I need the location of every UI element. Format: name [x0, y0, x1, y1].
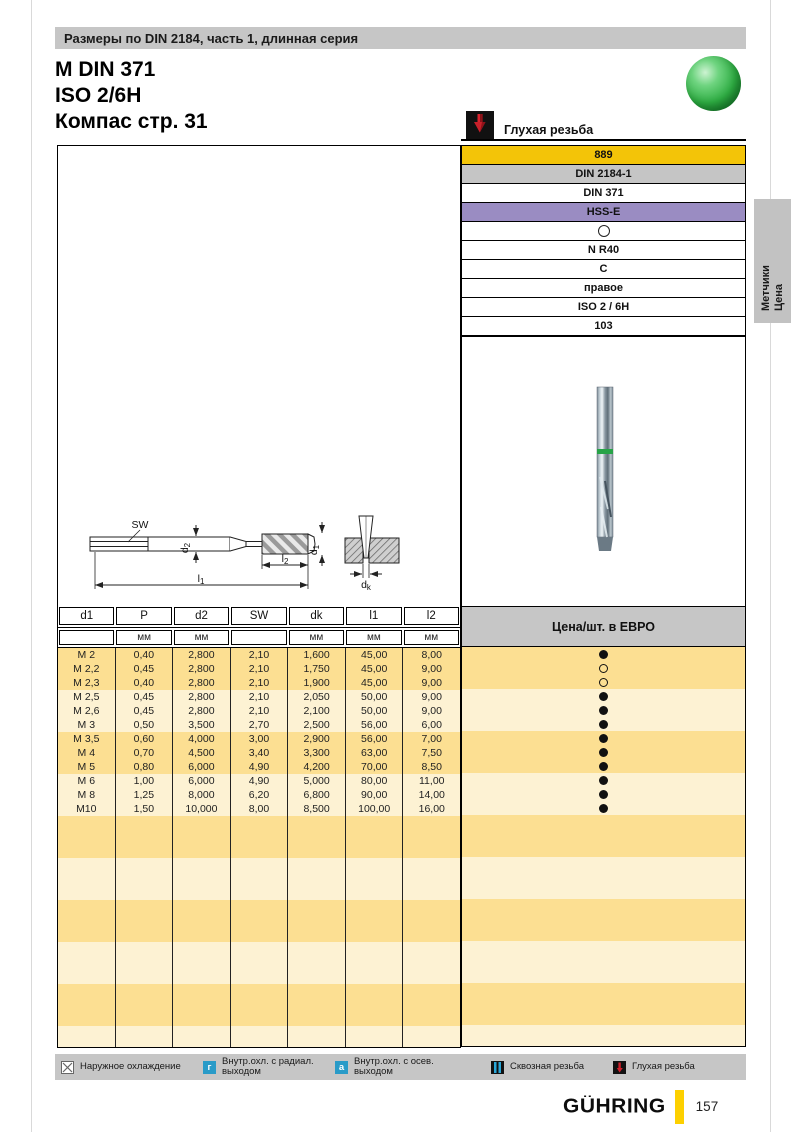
- table-row: [58, 690, 460, 704]
- table-cell: M 4: [58, 746, 116, 760]
- table-row: [58, 760, 460, 774]
- table-cell: 8,50: [421, 761, 442, 773]
- header-bar: [55, 27, 746, 49]
- table-cell: 8,00: [231, 802, 289, 816]
- table-cell: 2,10: [231, 676, 289, 690]
- dim-label-dk: dk: [361, 579, 371, 592]
- table-cell: 9,00: [421, 691, 442, 703]
- table-cell: M 2,2: [58, 662, 116, 676]
- table-cell: 0,45: [116, 704, 174, 718]
- table-cell: M 2,3: [58, 676, 116, 690]
- unit-cell: мм: [346, 630, 401, 645]
- table-cell: 1,50: [116, 802, 174, 816]
- price-row: [462, 759, 745, 773]
- filler-cell: [173, 816, 231, 1047]
- price-row: [462, 773, 745, 787]
- table-cell: 0,45: [116, 690, 174, 704]
- through-thread-icon: [491, 1061, 504, 1074]
- table-cell: 56,00: [346, 732, 404, 746]
- table-cell: 56,00: [346, 718, 404, 732]
- dim-label-d1: d1: [308, 544, 321, 556]
- price-row: [462, 647, 745, 661]
- column-header-P: P: [116, 607, 171, 625]
- unit-cell: мм: [404, 630, 459, 645]
- legend-label: Внутр.охл. с радиал. выходом: [222, 1055, 314, 1077]
- table-cell: 2,100: [288, 704, 346, 718]
- table-cell: 2,900: [288, 732, 346, 746]
- table-cell: 0,50: [116, 718, 174, 732]
- legend-label: Сквозная резьба: [510, 1060, 584, 1072]
- price-column: [461, 646, 746, 1047]
- table-row: [58, 732, 460, 746]
- product-photo-box: [461, 336, 746, 607]
- blind-thread-badge: [466, 111, 593, 139]
- table-row: [58, 718, 460, 732]
- table-cell: 50,00: [346, 690, 404, 704]
- dimensions-table-body: [58, 648, 460, 816]
- table-cell: 7,00: [421, 733, 442, 745]
- page-edge-line-left: [31, 0, 32, 1132]
- price-filled-dot-icon: [599, 804, 608, 813]
- table-cell: 8,500: [288, 802, 346, 816]
- table-cell: 8,000: [173, 788, 231, 802]
- table-row: [58, 802, 460, 816]
- table-cell: 2,050: [288, 690, 346, 704]
- table-cell: M 2,6: [58, 704, 116, 718]
- filler-cell: [116, 816, 174, 1047]
- table-cell: 6,20: [231, 788, 289, 802]
- table-cell: 80,00: [346, 774, 404, 788]
- table-header-row: [58, 605, 460, 628]
- price-row: [462, 801, 745, 815]
- price-header-label: Цена/шт. в ЕВРО: [551, 619, 655, 634]
- property-value: N R40: [461, 240, 746, 260]
- column-header-l2: l2: [404, 607, 459, 625]
- header-bar-text: Размеры по DIN 2184, часть 1, длинная серия: [64, 30, 359, 46]
- table-cell: 3,500: [173, 718, 231, 732]
- technical-drawing: [62, 498, 452, 603]
- filler-cell: [231, 816, 289, 1047]
- column-header-SW: SW: [231, 607, 286, 625]
- legend-label: Наружное охлаждение: [80, 1060, 181, 1072]
- legend-item-axial-coolant: [335, 1054, 434, 1080]
- axial-coolant-icon: a: [335, 1061, 348, 1074]
- table-cell: 1,600: [288, 648, 346, 662]
- badge-underline: [461, 139, 746, 141]
- price-filled-dot-icon: [599, 734, 608, 743]
- blind-thread-label: Глухая резьба: [504, 123, 594, 137]
- blind-thread-icon: [466, 111, 494, 139]
- table-row: [58, 676, 460, 690]
- column-header-l1: l1: [346, 607, 401, 625]
- table-cell: M 2,5: [58, 690, 116, 704]
- unit-cell: [231, 630, 286, 645]
- price-filled-dot-icon: [599, 720, 608, 729]
- table-cell: 1,900: [288, 676, 346, 690]
- table-cell: 45,00: [346, 662, 404, 676]
- table-cell: 3,40: [231, 746, 289, 760]
- table-cell: 2,800: [173, 676, 231, 690]
- dim-label-l2: l2: [281, 553, 289, 566]
- table-cell: 11,00: [419, 775, 445, 787]
- legend-bar: [55, 1054, 746, 1080]
- table-cell: 9,00: [421, 677, 442, 689]
- side-tab-text: Метчики Цена: [759, 265, 785, 311]
- property-value: 889: [461, 145, 746, 165]
- filler-cell: [346, 816, 404, 1047]
- price-row: [462, 745, 745, 759]
- side-tab-taps-price: [754, 199, 791, 323]
- table-cell: 0,60: [116, 732, 174, 746]
- property-value: HSS-E: [461, 202, 746, 222]
- price-row: [462, 689, 745, 703]
- price-row: [462, 661, 745, 675]
- table-cell: 45,00: [346, 676, 404, 690]
- table-cell: M 8: [58, 788, 116, 802]
- page-number: 157: [695, 1099, 719, 1114]
- table-cell: 2,800: [173, 690, 231, 704]
- price-filled-dot-icon: [599, 692, 608, 701]
- price-filled-dot-icon: [599, 762, 608, 771]
- property-value: DIN 2184-1: [461, 164, 746, 184]
- dimensions-table: [58, 605, 460, 1047]
- dim-label-d2: d2: [179, 542, 192, 554]
- table-cell: 0,40: [116, 648, 174, 662]
- table-cell: 2,500: [288, 718, 346, 732]
- table-cell: 14,00: [418, 789, 445, 801]
- legend-label: Глухая резьба: [632, 1060, 695, 1072]
- table-cell: 9,00: [421, 663, 442, 675]
- price-filled-dot-icon: [599, 776, 608, 785]
- price-open-dot-icon: [599, 664, 608, 673]
- table-cell: 2,10: [231, 648, 289, 662]
- dim-label-sw: SW: [131, 519, 149, 531]
- table-cell: 2,800: [173, 648, 231, 662]
- price-filled-dot-icon: [599, 706, 608, 715]
- table-cell: M10: [58, 802, 116, 816]
- table-cell: 2,10: [231, 704, 289, 718]
- unit-cell: мм: [116, 630, 171, 645]
- page-edge-line-right: [770, 0, 771, 1132]
- table-cell: M 6: [58, 774, 116, 788]
- table-cell: 70,00: [346, 760, 404, 774]
- table-row: [58, 746, 460, 760]
- table-cell: 4,200: [288, 760, 346, 774]
- table-cell: 6,000: [173, 774, 231, 788]
- unit-cell: мм: [289, 630, 344, 645]
- table-row: [58, 788, 460, 802]
- table-units-row: [58, 628, 460, 648]
- price-filled-dot-icon: [599, 790, 608, 799]
- filler-cell: [58, 816, 116, 1047]
- table-cell: 16,00: [418, 803, 445, 815]
- table-cell: M 5: [58, 760, 116, 774]
- table-cell: 50,00: [346, 704, 404, 718]
- table-cell: 1,750: [288, 662, 346, 676]
- table-cell: 10,000: [173, 802, 231, 816]
- table-cell: 100,00: [346, 802, 404, 816]
- table-cell: 8,00: [421, 649, 442, 661]
- table-cell: M 3: [58, 718, 116, 732]
- blind-thread-small-icon: [613, 1061, 626, 1074]
- table-cell: 1,25: [116, 788, 174, 802]
- table-cell: 1,00: [116, 774, 174, 788]
- table-cell: 4,500: [173, 746, 231, 760]
- table-cell: 2,70: [231, 718, 289, 732]
- property-value: DIN 371: [461, 183, 746, 203]
- radial-coolant-icon: г: [203, 1061, 216, 1074]
- footer: [563, 1089, 718, 1124]
- column-header-d2: d2: [174, 607, 229, 625]
- property-value: C: [461, 259, 746, 279]
- table-cell: 6,00: [421, 719, 442, 731]
- table-cell: 0,45: [116, 662, 174, 676]
- table-row: [58, 774, 460, 788]
- table-cell: 2,10: [231, 690, 289, 704]
- table-cell: 0,80: [116, 760, 174, 774]
- unit-cell: мм: [174, 630, 229, 645]
- table-cell: 3,00: [231, 732, 289, 746]
- table-row: [58, 662, 460, 676]
- title-line-2: ISO 2/6H: [55, 84, 142, 107]
- dimensions-panel: [57, 145, 461, 1048]
- column-header-d1: d1: [59, 607, 114, 625]
- table-cell: 63,00: [346, 746, 404, 760]
- legend-item-external-cooling: [61, 1054, 181, 1080]
- table-cell: 2,10: [231, 662, 289, 676]
- tap-product-photo: [592, 385, 618, 555]
- filler-cell: [403, 816, 460, 1047]
- table-cell: 2,800: [173, 662, 231, 676]
- title-line-1: M DIN 371: [55, 58, 156, 81]
- table-cell: 6,000: [173, 760, 231, 774]
- table-row: [58, 648, 460, 662]
- table-cell: 6,800: [288, 788, 346, 802]
- price-column-header: [461, 606, 746, 647]
- table-cell: 9,00: [421, 705, 442, 717]
- legend-label: Внутр.охл. с осев. выходом: [354, 1055, 434, 1077]
- price-row: [462, 717, 745, 731]
- table-cell: 2,800: [173, 704, 231, 718]
- legend-item-blind-thread: [613, 1054, 695, 1080]
- uncoated-circle-icon: [598, 225, 610, 237]
- dim-label-l1: l1: [197, 573, 205, 586]
- table-cell: 3,300: [288, 746, 346, 760]
- table-cell: 4,000: [173, 732, 231, 746]
- table-cell: 4,90: [231, 774, 289, 788]
- table-cell: M 2: [58, 648, 116, 662]
- table-filler: [58, 816, 460, 1047]
- price-row: [462, 703, 745, 717]
- table-row: [58, 704, 460, 718]
- green-sphere-image: [686, 56, 741, 111]
- price-row: [462, 731, 745, 745]
- column-header-dk: dk: [289, 607, 344, 625]
- price-filler: [462, 815, 745, 1046]
- brand-logo: GÜHRING: [563, 1095, 666, 1117]
- price-row: [462, 675, 745, 689]
- table-cell: 7,50: [421, 747, 442, 759]
- page-title: [55, 57, 208, 135]
- property-value: ISO 2 / 6H: [461, 297, 746, 317]
- price-rows: [462, 647, 745, 815]
- unit-cell: [59, 630, 114, 645]
- property-value: [461, 221, 746, 241]
- table-cell: 0,40: [116, 676, 174, 690]
- property-value: 103: [461, 316, 746, 336]
- legend-item-radial-coolant: [203, 1054, 314, 1080]
- table-cell: 45,00: [346, 648, 404, 662]
- brand-yellow-bar: [675, 1090, 684, 1124]
- external-cooling-icon: [61, 1061, 74, 1074]
- price-row: [462, 787, 745, 801]
- property-value: правое: [461, 278, 746, 298]
- legend-item-through-thread: [491, 1054, 584, 1080]
- table-cell: 90,00: [346, 788, 404, 802]
- price-open-dot-icon: [599, 678, 608, 687]
- price-filled-dot-icon: [599, 650, 608, 659]
- table-cell: 5,000: [288, 774, 346, 788]
- table-cell: 4,90: [231, 760, 289, 774]
- table-cell: M 3,5: [58, 732, 116, 746]
- price-filled-dot-icon: [599, 748, 608, 757]
- title-line-3: Компас стр. 31: [55, 110, 208, 133]
- table-cell: 0,70: [116, 746, 174, 760]
- filler-cell: [288, 816, 346, 1047]
